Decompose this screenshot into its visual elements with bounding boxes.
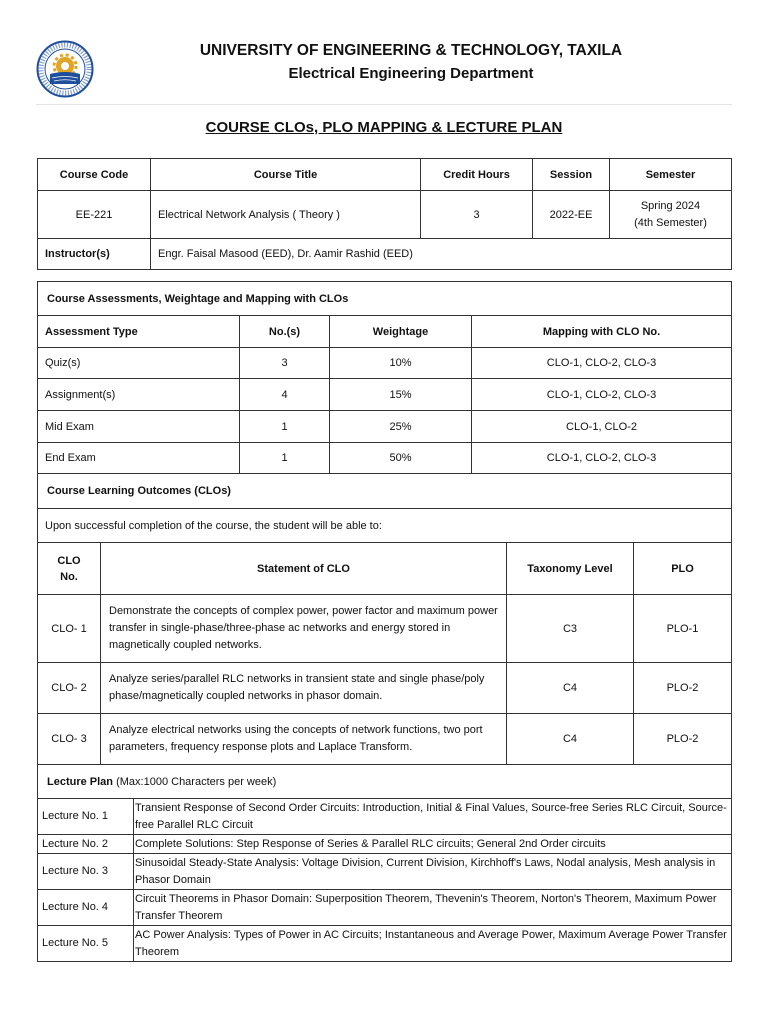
clo-number: CLO- 2 — [38, 663, 101, 714]
clo-number: CLO- 3 — [38, 714, 101, 765]
clo-statement: Demonstrate the concepts of complex power, power factor and maximum power transfer in single-phase/three-phase ac networks and energy stored in magnetically coupled networks. — [101, 595, 507, 663]
clo-statement: Analyze electrical networks using the concepts of network functions, two port parameters, frequency response plots and Laplace Transform. — [101, 714, 507, 765]
lecture-description: Complete Solutions: Step Response of Series & Parallel RLC circuits; General 2nd Order circuits — [134, 835, 732, 854]
lecture-plan-title-row — [38, 765, 732, 799]
course-info-row — [38, 191, 732, 239]
course-title-header: Course Title — [151, 159, 421, 191]
table-row — [38, 411, 732, 443]
table-row — [38, 663, 732, 714]
plo-header: PLO — [634, 543, 732, 595]
instructor-names: Engr. Faisal Masood (EED), Dr. Aamir Rashid (EED) — [151, 239, 732, 270]
assessment-type: Quiz(s) — [38, 348, 240, 379]
table-row — [38, 443, 732, 474]
assessment-mapping: CLO-1, CLO-2 — [472, 411, 732, 443]
lecture-plan-table — [37, 764, 732, 962]
assessment-count: 4 — [240, 379, 330, 411]
clo-header-line1: CLO — [57, 554, 81, 567]
assessment-section-row — [38, 282, 732, 316]
assessment-count: 1 — [240, 411, 330, 443]
table-row — [38, 799, 732, 835]
header-divider — [36, 104, 732, 105]
document-title: COURSE CLOs, PLO MAPPING & LECTURE PLAN — [205, 119, 563, 136]
university-logo — [36, 40, 94, 98]
course-info-table — [37, 158, 732, 270]
assessment-type-header: Assessment Type — [38, 316, 240, 348]
table-row — [38, 926, 732, 962]
department-name: Electrical Engineering Department — [288, 65, 534, 82]
assessment-mapping: CLO-1, CLO-2, CLO-3 — [472, 379, 732, 411]
semester — [610, 191, 732, 239]
assessment-mapping: CLO-1, CLO-2, CLO-3 — [472, 443, 732, 474]
assessment-count-header: No.(s) — [240, 316, 330, 348]
lecture-number: Lecture No. 2 — [38, 835, 134, 854]
lecture-number: Lecture No. 1 — [38, 799, 134, 835]
semester-number: (4th Semester) — [634, 216, 707, 229]
table-row — [38, 714, 732, 765]
table-row — [38, 348, 732, 379]
lecture-description: AC Power Analysis: Types of Power in AC Circuits; Instantaneous and Average Power, Maximum Average Power Transfer Theorem — [134, 926, 732, 962]
clo-plo: PLO-1 — [634, 595, 732, 663]
clo-taxonomy: C4 — [507, 663, 634, 714]
assessment-section-title: Course Assessments, Weightage and Mapping with CLOs — [38, 282, 732, 316]
assessment-type: Mid Exam — [38, 411, 240, 443]
clo-intro: Upon successful completion of the course, the student will be able to: — [38, 509, 732, 543]
assessment-type: End Exam — [38, 443, 240, 474]
clo-taxonomy: C3 — [507, 595, 634, 663]
clo-section-title: Course Learning Outcomes (CLOs) — [38, 474, 732, 509]
lecture-description: Circuit Theorems in Phasor Domain: Superposition Theorem, Thevenin's Theorem, Norton's Theorem, Maximum Power Transfer Theorem — [134, 890, 732, 926]
assessment-weight-header: Weightage — [330, 316, 472, 348]
clo-statement: Analyze series/parallel RLC networks in transient state and single phase/poly phase/magnetically coupled networks in phasor domain. — [101, 663, 507, 714]
table-row — [38, 890, 732, 926]
assessment-weight: 15% — [330, 379, 472, 411]
semester-header: Semester — [610, 159, 732, 191]
table-row — [38, 379, 732, 411]
table-row — [38, 835, 732, 854]
credit-hours-header: Credit Hours — [421, 159, 533, 191]
lecture-number: Lecture No. 5 — [38, 926, 134, 962]
assessment-count: 3 — [240, 348, 330, 379]
clo-header-row — [38, 543, 732, 595]
clo-section-row — [38, 474, 732, 509]
clo-taxonomy: C4 — [507, 714, 634, 765]
lecture-plan-title-cell — [38, 765, 732, 799]
instructor-label: Instructor(s) — [38, 239, 151, 270]
session-header: Session — [533, 159, 610, 191]
course-info-header-row — [38, 159, 732, 191]
assessment-mapping-header: Mapping with CLO No. — [472, 316, 732, 348]
clo-intro-row — [38, 509, 732, 543]
lecture-plan-note: (Max:1000 Characters per week) — [116, 775, 277, 788]
clo-number: CLO- 1 — [38, 595, 101, 663]
session: 2022-EE — [533, 191, 610, 239]
page-header — [0, 0, 768, 104]
course-code: EE-221 — [38, 191, 151, 239]
lecture-description: Sinusoidal Steady-State Analysis: Voltage Division, Current Division, Kirchhoff's Laws, Nodal analysis, Mesh analysis in Phasor Domain — [134, 854, 732, 890]
assessment-mapping: CLO-1, CLO-2, CLO-3 — [472, 348, 732, 379]
assessment-weight: 10% — [330, 348, 472, 379]
lecture-plan-title: Lecture Plan — [47, 775, 114, 788]
assessment-header-row — [38, 316, 732, 348]
taxonomy-header: Taxonomy Level — [507, 543, 634, 595]
clo-header-line2: No. — [60, 570, 78, 583]
clo-plo: PLO-2 — [634, 663, 732, 714]
course-code-header: Course Code — [38, 159, 151, 191]
assessment-weight: 25% — [330, 411, 472, 443]
lecture-number: Lecture No. 3 — [38, 854, 134, 890]
instructor-row — [38, 239, 732, 270]
course-title: Electrical Network Analysis ( Theory ) — [151, 191, 421, 239]
clo-table — [37, 542, 732, 765]
clo-plo: PLO-2 — [634, 714, 732, 765]
assessment-weight: 50% — [330, 443, 472, 474]
table-row — [38, 854, 732, 890]
clo-statement-header: Statement of CLO — [101, 543, 507, 595]
assessment-table — [37, 281, 732, 543]
assessment-type: Assignment(s) — [38, 379, 240, 411]
credit-hours: 3 — [421, 191, 533, 239]
assessment-count: 1 — [240, 443, 330, 474]
lecture-description: Transient Response of Second Order Circuits: Introduction, Initial & Final Values, Source-free Series RLC Circuit, Source-free Parallel RLC Circuit — [134, 799, 732, 835]
university-name: UNIVERSITY OF ENGINEERING & TECHNOLOGY, TAXILA — [199, 42, 623, 59]
table-row — [38, 595, 732, 663]
lecture-number: Lecture No. 4 — [38, 890, 134, 926]
semester-term: Spring 2024 — [640, 199, 701, 212]
clo-no-header — [38, 543, 101, 595]
